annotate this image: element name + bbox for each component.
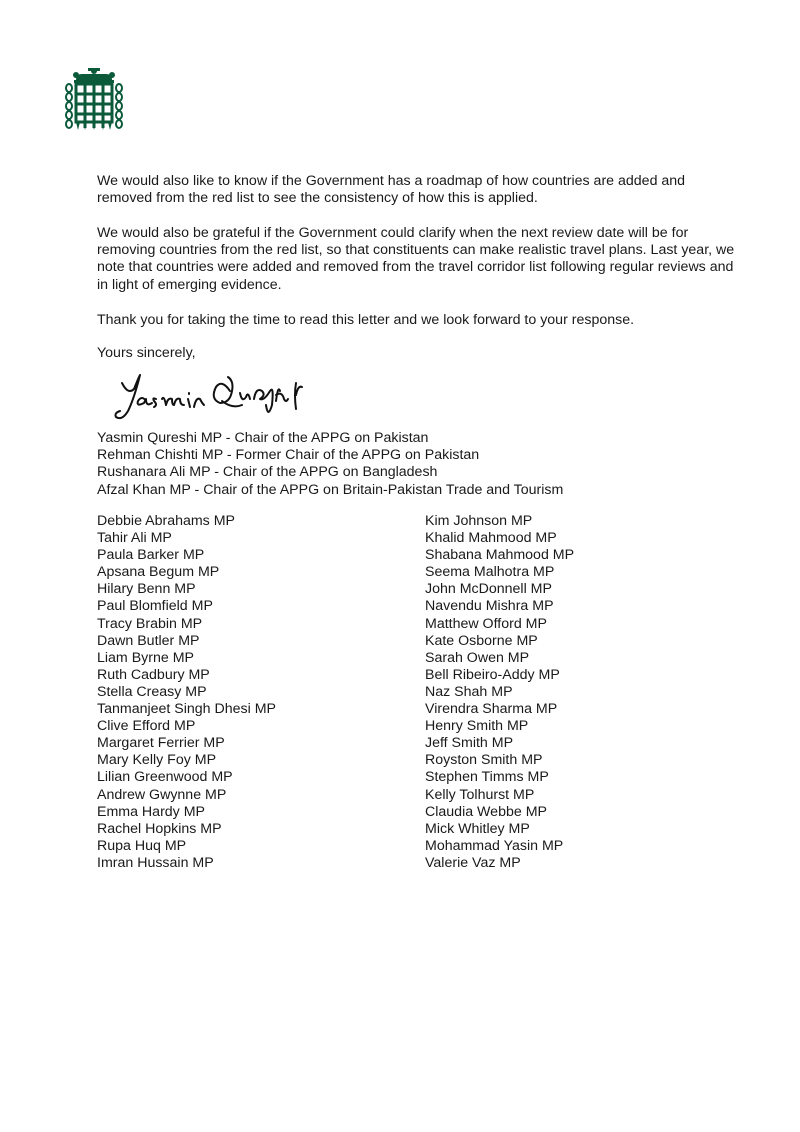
signatory-name: Margaret Ferrier MP	[97, 735, 225, 752]
signatory-name: Bell Ribeiro-Addy MP	[425, 666, 560, 683]
signatory-name: Navendu Mishra MP	[425, 598, 554, 615]
chair-line: Afzal Khan MP - Chair of the APPG on Britain-Pakistan Trade and Tourism	[97, 481, 564, 498]
signatory-name: Stella Creasy MP	[97, 683, 207, 700]
signatory-name: Ruth Cadbury MP	[97, 666, 210, 683]
paragraph-roadmap: We would also like to know if the Government has a roadmap of how countries are added and removed from the red list to see the consistency of how this is applied.	[97, 173, 686, 207]
signatory-name: Mick Whitley MP	[425, 820, 530, 837]
signatory-name: Mohammad Yasin MP	[425, 837, 564, 854]
closing-salutation: Yours sincerely,	[97, 345, 196, 361]
signatory-name: Naz Shah MP	[425, 683, 513, 700]
paragraph-review-date: We would also be grateful if the Government could clarify when the next review date will be for removing countries from the red list, so that constituents can make realistic travel plans. Last year, we note that countries were added and removed from the travel corridor list following regular reviews and in light of emerging evidence.	[97, 225, 735, 293]
signatory-name: Mary Kelly Foy MP	[97, 752, 217, 769]
signatory-name: Kim Johnson MP	[425, 513, 533, 529]
signatories-left-column	[97, 513, 276, 872]
signatories-right-column	[425, 513, 574, 872]
signatory-name: Liam Byrne MP	[97, 649, 194, 666]
signatory-name: Apsana Begum MP	[97, 564, 220, 581]
signatory-name: Rupa Huq MP	[97, 837, 187, 854]
signatory-name: Paula Barker MP	[97, 547, 205, 564]
chair-line: Rushanara Ali MP - Chair of the APPG on Bangladesh	[97, 464, 438, 481]
signatory-name: Stephen Timms MP	[425, 769, 549, 786]
signatory-name: Hilary Benn MP	[97, 581, 196, 598]
signatory-name: Tanmanjeet Singh Dhesi MP	[97, 701, 277, 718]
signatory-name: Paul Blomfield MP	[97, 598, 213, 615]
signatory-name: Imran Hussain MP	[97, 854, 214, 871]
signatory-name: Tahir Ali MP	[97, 530, 172, 547]
signatory-name: Andrew Gwynne MP	[97, 786, 227, 803]
chair-line: Yasmin Qureshi MP - Chair of the APPG on Pakistan	[97, 430, 429, 446]
signatory-name: Matthew Offord MP	[425, 615, 547, 632]
signatory-name: Valerie Vaz MP	[425, 854, 521, 871]
signatory-name: Khalid Mahmood MP	[425, 530, 557, 547]
portcullis-icon	[62, 66, 126, 138]
signatory-name: Jeff Smith MP	[425, 735, 514, 752]
paragraph-thanks: Thank you for taking the time to read this letter and we look forward to your response.	[97, 312, 635, 328]
signatory-name: Debbie Abrahams MP	[97, 513, 236, 529]
handwritten-signature	[112, 365, 327, 427]
chairs-list	[97, 430, 737, 499]
signatory-name: Emma Hardy MP	[97, 803, 205, 820]
signatory-name: Royston Smith MP	[425, 752, 543, 769]
signatory-name: Kate Osborne MP	[425, 632, 538, 649]
signatory-name: Claudia Webbe MP	[425, 803, 547, 820]
signatory-name: Dawn Butler MP	[97, 632, 200, 649]
signatory-name: Henry Smith MP	[425, 718, 529, 735]
signatory-name: Kelly Tolhurst MP	[425, 786, 535, 803]
signatory-name: Clive Efford MP	[97, 718, 196, 735]
signatory-name: Seema Malhotra MP	[425, 564, 555, 581]
signatory-name: Virendra Sharma MP	[425, 701, 558, 718]
signatory-name: Lilian Greenwood MP	[97, 769, 233, 786]
signatory-name: Rachel Hopkins MP	[97, 820, 222, 837]
signatory-name: John McDonnell MP	[425, 581, 552, 598]
chair-line: Rehman Chishti MP - Former Chair of the APPG on Pakistan	[97, 447, 480, 464]
signatory-name: Shabana Mahmood MP	[425, 547, 575, 564]
signatory-name: Tracy Brabin MP	[97, 615, 203, 632]
signatory-name: Sarah Owen MP	[425, 649, 530, 666]
